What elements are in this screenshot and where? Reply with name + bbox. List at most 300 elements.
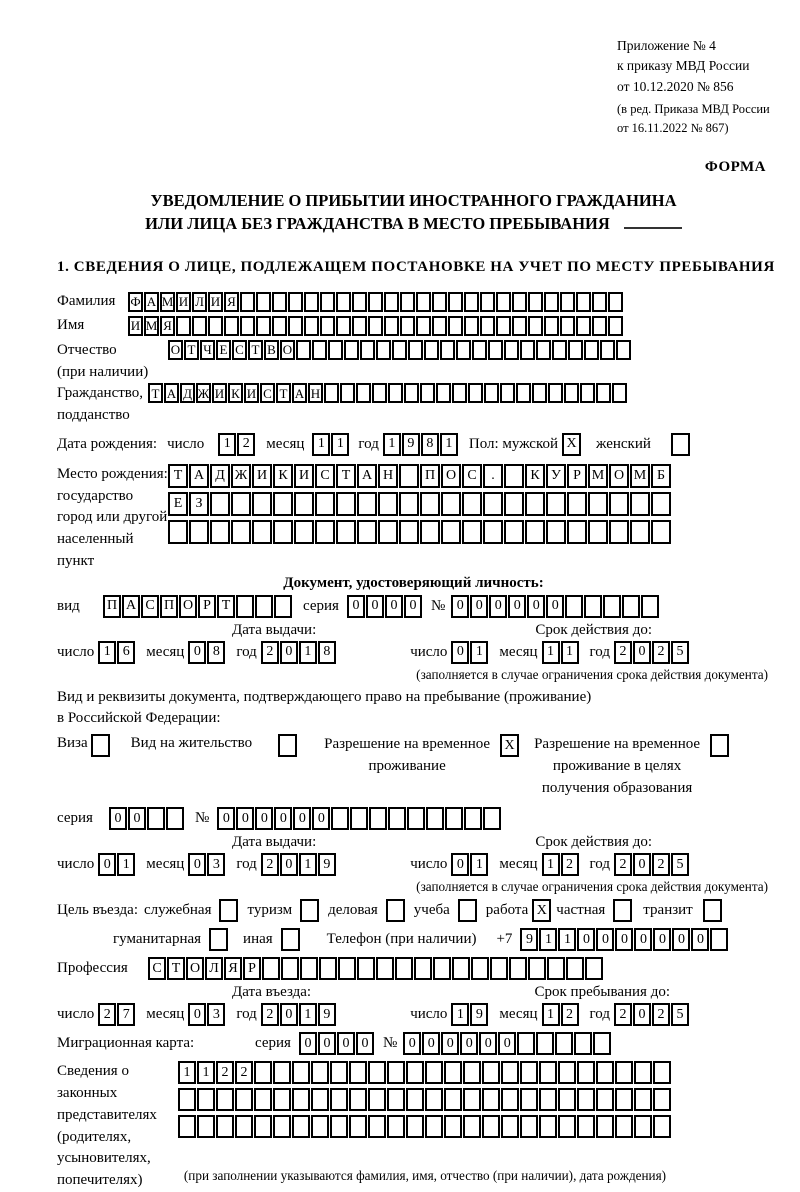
char-cell[interactable] [399,464,419,488]
char-cell[interactable] [319,957,337,980]
char-cell[interactable] [425,1115,443,1138]
char-cell[interactable] [615,1088,633,1111]
char-cell[interactable] [320,316,335,336]
char-cell[interactable]: 0 [546,595,564,618]
char-cell[interactable]: 0 [422,1032,440,1055]
char-cell[interactable] [368,1061,386,1084]
char-cell[interactable] [178,1088,196,1111]
patronymic-field[interactable] [168,340,632,360]
char-cell[interactable] [262,957,280,980]
char-cell[interactable] [256,292,271,312]
identity-number-field[interactable] [451,595,660,618]
char-cell[interactable] [615,1061,633,1084]
char-cell[interactable]: 2 [652,853,670,876]
char-cell[interactable] [368,292,383,312]
char-cell[interactable]: 2 [237,433,255,456]
char-cell[interactable]: 0 [508,595,526,618]
residence-series-field[interactable] [109,807,185,830]
char-cell[interactable] [420,383,435,403]
identity-issue-year[interactable] [261,641,337,664]
char-cell[interactable]: 0 [577,928,595,951]
char-cell[interactable]: З [189,492,209,516]
char-cell[interactable]: Л [192,292,207,312]
char-cell[interactable] [224,316,239,336]
char-cell[interactable] [496,292,511,312]
char-cell[interactable]: 0 [280,853,298,876]
char-cell[interactable] [360,340,375,360]
char-cell[interactable] [288,316,303,336]
char-cell[interactable]: 3 [207,1003,225,1026]
char-cell[interactable] [147,807,165,830]
char-cell[interactable] [567,492,587,516]
char-cell[interactable]: Р [567,464,587,488]
char-cell[interactable] [197,1088,215,1111]
char-cell[interactable] [420,492,440,516]
char-cell[interactable] [336,492,356,516]
char-cell[interactable]: 0 [236,807,254,830]
char-cell[interactable] [240,292,255,312]
char-cell[interactable]: О [280,340,295,360]
char-cell[interactable]: Т [148,383,163,403]
char-cell[interactable]: 1 [542,853,560,876]
char-cell[interactable] [576,316,591,336]
char-cell[interactable]: П [160,595,178,618]
char-cell[interactable]: 0 [280,641,298,664]
char-cell[interactable]: 9 [318,853,336,876]
char-cell[interactable]: 0 [615,928,633,951]
char-cell[interactable] [574,1032,592,1055]
char-cell[interactable]: 0 [403,1032,421,1055]
char-cell[interactable] [452,957,470,980]
char-cell[interactable] [376,340,391,360]
char-cell[interactable]: И [294,464,314,488]
char-cell[interactable] [512,292,527,312]
char-cell[interactable]: 1 [117,853,135,876]
char-cell[interactable] [378,520,398,544]
char-cell[interactable]: 2 [561,853,579,876]
char-cell[interactable]: В [264,340,279,360]
char-cell[interactable]: 1 [561,641,579,664]
char-cell[interactable]: 0 [347,595,365,618]
char-cell[interactable] [406,1115,424,1138]
char-cell[interactable]: Я [224,957,242,980]
char-cell[interactable] [330,1088,348,1111]
char-cell[interactable] [463,1115,481,1138]
char-cell[interactable]: О [609,464,629,488]
char-cell[interactable] [445,807,463,830]
char-cell[interactable] [577,1061,595,1084]
char-cell[interactable]: Л [205,957,223,980]
char-cell[interactable]: О [441,464,461,488]
char-cell[interactable] [311,1115,329,1138]
char-cell[interactable]: 2 [261,1003,279,1026]
char-cell[interactable]: 1 [470,641,488,664]
char-cell[interactable]: 0 [672,928,690,951]
char-cell[interactable] [384,316,399,336]
char-cell[interactable]: Ж [196,383,211,403]
char-cell[interactable] [520,1061,538,1084]
char-cell[interactable]: С [315,464,335,488]
char-cell[interactable] [462,492,482,516]
edu-permit-checkbox[interactable] [710,734,729,757]
char-cell[interactable] [528,957,546,980]
char-cell[interactable] [600,340,615,360]
char-cell[interactable]: О [168,340,183,360]
char-cell[interactable]: Р [198,595,216,618]
char-cell[interactable] [520,1088,538,1111]
purpose-private-checkbox[interactable] [613,899,632,922]
migration-number-field[interactable] [403,1032,612,1055]
char-cell[interactable] [388,383,403,403]
char-cell[interactable]: У [546,464,566,488]
char-cell[interactable] [468,383,483,403]
char-cell[interactable] [216,1115,234,1138]
char-cell[interactable] [254,1061,272,1084]
char-cell[interactable] [273,492,293,516]
char-cell[interactable] [490,957,508,980]
char-cell[interactable]: П [420,464,440,488]
char-cell[interactable] [504,340,519,360]
char-cell[interactable] [609,520,629,544]
char-cell[interactable] [603,595,621,618]
char-cell[interactable] [496,316,511,336]
char-cell[interactable]: 2 [235,1061,253,1084]
char-cell[interactable] [357,520,377,544]
char-cell[interactable] [472,340,487,360]
char-cell[interactable]: Т [217,595,235,618]
char-cell[interactable]: Е [216,340,231,360]
char-cell[interactable] [482,1061,500,1084]
char-cell[interactable] [416,316,431,336]
char-cell[interactable] [425,1088,443,1111]
char-cell[interactable]: К [228,383,243,403]
char-cell[interactable]: 1 [218,433,236,456]
residence-issue-month[interactable] [188,853,226,876]
char-cell[interactable] [528,292,543,312]
char-cell[interactable] [462,520,482,544]
char-cell[interactable]: Т [276,383,291,403]
char-cell[interactable]: 0 [280,1003,298,1026]
char-cell[interactable] [710,928,728,951]
purpose-study-checkbox[interactable] [458,899,477,922]
char-cell[interactable] [178,1115,196,1138]
char-cell[interactable] [560,292,575,312]
char-cell[interactable] [560,316,575,336]
char-cell[interactable]: 2 [216,1061,234,1084]
phone-field[interactable] [520,928,729,951]
char-cell[interactable] [235,1088,253,1111]
char-cell[interactable]: К [525,464,545,488]
char-cell[interactable] [311,1088,329,1111]
char-cell[interactable]: 1 [299,853,317,876]
char-cell[interactable] [584,595,602,618]
char-cell[interactable] [536,1032,554,1055]
char-cell[interactable]: Ч [200,340,215,360]
stay-day[interactable] [451,1003,489,1026]
char-cell[interactable] [350,807,368,830]
char-cell[interactable]: 0 [188,1003,206,1026]
char-cell[interactable]: 2 [614,853,632,876]
char-cell[interactable]: 0 [479,1032,497,1055]
char-cell[interactable]: Т [168,464,188,488]
char-cell[interactable]: С [141,595,159,618]
char-cell[interactable]: 1 [98,641,116,664]
char-cell[interactable] [480,292,495,312]
char-cell[interactable] [616,340,631,360]
char-cell[interactable] [399,492,419,516]
char-cell[interactable] [300,957,318,980]
char-cell[interactable] [612,383,627,403]
char-cell[interactable]: С [232,340,247,360]
char-cell[interactable] [653,1061,671,1084]
char-cell[interactable]: Ф [128,292,143,312]
char-cell[interactable]: С [148,957,166,980]
char-cell[interactable] [369,807,387,830]
temp-permit-checkbox[interactable]: X [500,734,519,757]
residence-expiry-month[interactable] [542,853,580,876]
char-cell[interactable]: 0 [98,853,116,876]
char-cell[interactable] [399,520,419,544]
char-cell[interactable] [546,520,566,544]
char-cell[interactable]: 2 [614,1003,632,1026]
char-cell[interactable] [272,292,287,312]
char-cell[interactable] [176,316,191,336]
char-cell[interactable] [192,316,207,336]
entry-year[interactable] [261,1003,337,1026]
char-cell[interactable] [294,492,314,516]
char-cell[interactable] [558,1088,576,1111]
char-cell[interactable] [315,492,335,516]
char-cell[interactable] [338,957,356,980]
char-cell[interactable]: 0 [217,807,235,830]
char-cell[interactable] [577,1115,595,1138]
char-cell[interactable] [236,595,254,618]
char-cell[interactable]: 7 [117,1003,135,1026]
char-cell[interactable]: 1 [197,1061,215,1084]
char-cell[interactable] [544,292,559,312]
char-cell[interactable] [349,1061,367,1084]
char-cell[interactable]: 3 [207,853,225,876]
char-cell[interactable]: И [208,292,223,312]
char-cell[interactable] [189,520,209,544]
char-cell[interactable] [544,316,559,336]
birth-month-field[interactable] [312,433,350,456]
char-cell[interactable] [525,492,545,516]
char-cell[interactable]: Т [336,464,356,488]
char-cell[interactable] [504,492,524,516]
char-cell[interactable] [471,957,489,980]
purpose-official-checkbox[interactable] [219,899,238,922]
char-cell[interactable]: Т [184,340,199,360]
char-cell[interactable] [235,1115,253,1138]
char-cell[interactable]: 2 [561,1003,579,1026]
identity-issue-day[interactable] [98,641,136,664]
char-cell[interactable]: П [103,595,121,618]
char-cell[interactable] [210,492,230,516]
char-cell[interactable] [482,1115,500,1138]
char-cell[interactable]: 2 [261,853,279,876]
char-cell[interactable]: 0 [691,928,709,951]
identity-kind-field[interactable] [103,595,293,618]
char-cell[interactable] [388,807,406,830]
char-cell[interactable] [585,957,603,980]
char-cell[interactable] [273,1088,291,1111]
birth-day-field[interactable] [218,433,256,456]
char-cell[interactable]: 0 [633,853,651,876]
char-cell[interactable] [532,383,547,403]
char-cell[interactable]: 9 [470,1003,488,1026]
char-cell[interactable] [392,340,407,360]
char-cell[interactable] [357,957,375,980]
char-cell[interactable]: 0 [299,1032,317,1055]
char-cell[interactable] [516,383,531,403]
char-cell[interactable]: М [588,464,608,488]
char-cell[interactable] [596,1088,614,1111]
char-cell[interactable]: 0 [634,928,652,951]
char-cell[interactable] [501,1061,519,1084]
char-cell[interactable]: 0 [404,595,422,618]
char-cell[interactable] [580,383,595,403]
char-cell[interactable] [404,383,419,403]
char-cell[interactable] [312,340,327,360]
char-cell[interactable] [641,595,659,618]
char-cell[interactable]: 0 [451,641,469,664]
sex-male-checkbox[interactable]: X [562,433,581,456]
char-cell[interactable]: К [273,464,293,488]
birthplace-line1[interactable] [168,464,672,488]
char-cell[interactable] [441,492,461,516]
char-cell[interactable]: М [630,464,650,488]
char-cell[interactable] [387,1088,405,1111]
char-cell[interactable]: 9 [402,433,420,456]
char-cell[interactable]: 1 [542,1003,560,1026]
char-cell[interactable] [630,520,650,544]
char-cell[interactable]: 0 [188,853,206,876]
char-cell[interactable]: Д [210,464,230,488]
char-cell[interactable]: М [144,316,159,336]
char-cell[interactable]: А [292,383,307,403]
char-cell[interactable] [252,520,272,544]
char-cell[interactable] [440,340,455,360]
char-cell[interactable] [408,340,423,360]
char-cell[interactable] [555,1032,573,1055]
char-cell[interactable]: 0 [337,1032,355,1055]
profession-field[interactable] [148,957,604,980]
char-cell[interactable] [254,1115,272,1138]
char-cell[interactable] [324,383,339,403]
char-cell[interactable] [444,1115,462,1138]
char-cell[interactable] [304,292,319,312]
char-cell[interactable]: 1 [178,1061,196,1084]
char-cell[interactable] [608,316,623,336]
char-cell[interactable] [433,957,451,980]
identity-expiry-year[interactable] [614,641,690,664]
birthplace-line3[interactable] [168,520,672,544]
char-cell[interactable] [525,520,545,544]
identity-issue-month[interactable] [188,641,226,664]
char-cell[interactable] [384,292,399,312]
char-cell[interactable] [216,1088,234,1111]
char-cell[interactable] [653,1088,671,1111]
char-cell[interactable]: 0 [470,595,488,618]
char-cell[interactable] [352,292,367,312]
char-cell[interactable] [349,1088,367,1111]
char-cell[interactable]: А [357,464,377,488]
char-cell[interactable] [436,383,451,403]
residence-number-field[interactable] [217,807,502,830]
char-cell[interactable] [424,340,439,360]
char-cell[interactable] [240,316,255,336]
char-cell[interactable] [501,1088,519,1111]
char-cell[interactable]: 9 [318,1003,336,1026]
char-cell[interactable] [406,1061,424,1084]
char-cell[interactable] [567,520,587,544]
char-cell[interactable]: 0 [318,1032,336,1055]
char-cell[interactable]: И [252,464,272,488]
char-cell[interactable] [349,1115,367,1138]
char-cell[interactable] [311,1061,329,1084]
char-cell[interactable]: Е [168,492,188,516]
char-cell[interactable] [552,340,567,360]
char-cell[interactable]: 0 [441,1032,459,1055]
char-cell[interactable] [273,1061,291,1084]
char-cell[interactable]: . [483,464,503,488]
char-cell[interactable]: М [160,292,175,312]
char-cell[interactable] [336,520,356,544]
char-cell[interactable] [426,807,444,830]
char-cell[interactable] [547,957,565,980]
char-cell[interactable] [464,316,479,336]
char-cell[interactable]: А [144,292,159,312]
char-cell[interactable] [432,316,447,336]
char-cell[interactable]: 0 [109,807,127,830]
char-cell[interactable] [441,520,461,544]
char-cell[interactable]: 8 [207,641,225,664]
char-cell[interactable] [273,520,293,544]
char-cell[interactable] [414,957,432,980]
char-cell[interactable] [304,316,319,336]
char-cell[interactable] [425,1061,443,1084]
sex-female-checkbox[interactable] [671,433,690,456]
char-cell[interactable] [448,292,463,312]
char-cell[interactable]: 6 [117,641,135,664]
purpose-transit-checkbox[interactable] [703,899,722,922]
char-cell[interactable] [456,340,471,360]
purpose-tourism-checkbox[interactable] [300,899,319,922]
char-cell[interactable] [596,383,611,403]
char-cell[interactable] [416,292,431,312]
char-cell[interactable]: А [189,464,209,488]
char-cell[interactable] [197,1115,215,1138]
char-cell[interactable] [577,1088,595,1111]
char-cell[interactable] [336,316,351,336]
char-cell[interactable] [372,383,387,403]
char-cell[interactable]: 2 [261,641,279,664]
char-cell[interactable] [292,1088,310,1111]
char-cell[interactable] [509,957,527,980]
char-cell[interactable] [368,316,383,336]
char-cell[interactable] [520,340,535,360]
char-cell[interactable]: 5 [671,853,689,876]
char-cell[interactable] [512,316,527,336]
char-cell[interactable]: 5 [671,641,689,664]
char-cell[interactable] [328,340,343,360]
entry-day[interactable] [98,1003,136,1026]
char-cell[interactable]: Ж [231,464,251,488]
char-cell[interactable]: 0 [312,807,330,830]
char-cell[interactable] [548,383,563,403]
char-cell[interactable] [634,1061,652,1084]
